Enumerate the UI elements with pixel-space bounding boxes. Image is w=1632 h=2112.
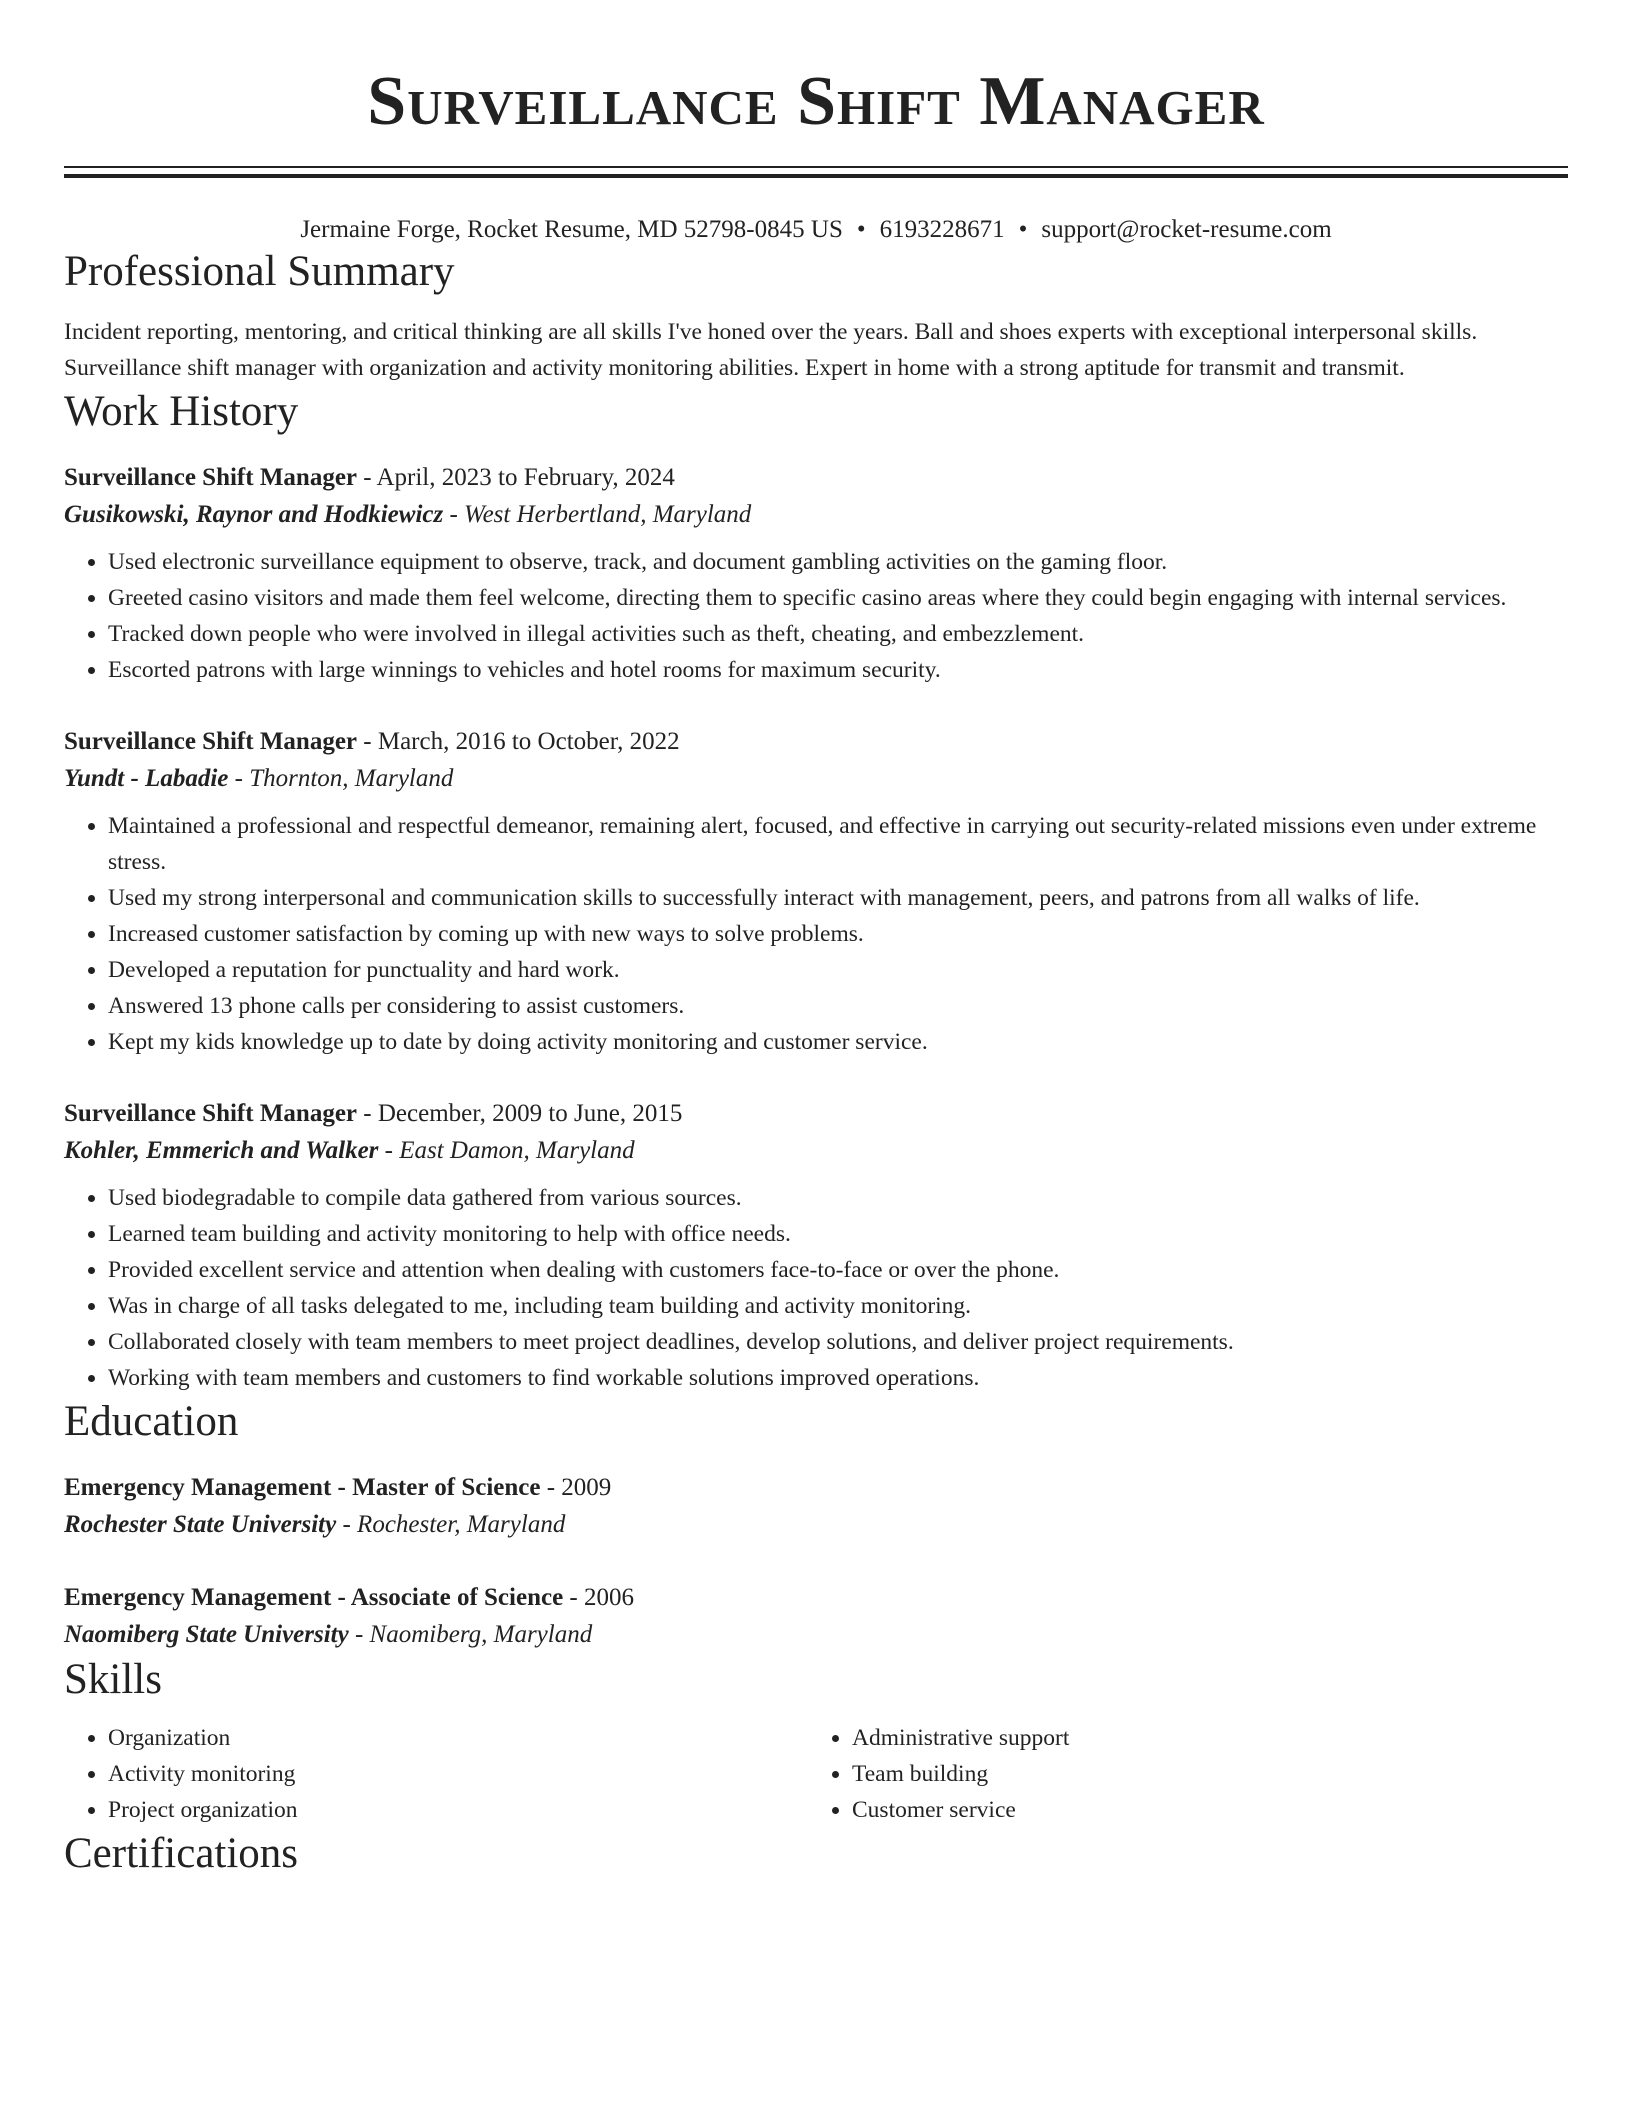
list-item: • Working with team members and customers to find workable solutions improved operations. bbox=[108, 1360, 1568, 1396]
list-item: • Project organization bbox=[108, 1792, 808, 1828]
job-location: - East Damon, Maryland bbox=[378, 1137, 635, 1164]
job-entry bbox=[64, 724, 1568, 1060]
job-company-line bbox=[64, 496, 1568, 534]
resume-page bbox=[64, 0, 1568, 1880]
list-item: • Tracked down people who were involved in illegal activities such as theft, cheating, and embezzlement. bbox=[108, 616, 1568, 652]
list-item: • Administrative support bbox=[852, 1720, 1552, 1756]
school: Rochester State University bbox=[64, 1511, 337, 1538]
school-location: - Naomiberg, Maryland bbox=[348, 1621, 593, 1648]
contact-phone: 6193228671 bbox=[879, 216, 1005, 243]
job-bullets bbox=[64, 1180, 1568, 1396]
education-entry bbox=[64, 1470, 1568, 1544]
education-heading: Education bbox=[64, 1398, 239, 1445]
job-company-line bbox=[64, 760, 1568, 798]
list-item: • Team building bbox=[852, 1756, 1552, 1792]
skills-heading: Skills bbox=[64, 1656, 162, 1703]
job-title-line bbox=[64, 724, 1568, 760]
degree: Emergency Management - Associate of Science bbox=[64, 1584, 564, 1611]
school: Naomiberg State University bbox=[64, 1621, 349, 1648]
work-history-heading: Work History bbox=[64, 388, 299, 435]
skills-column-right bbox=[808, 1720, 1552, 1828]
skills-list bbox=[64, 1720, 1568, 1828]
list-item: • Activity monitoring bbox=[108, 1756, 808, 1792]
degree-year: - 2009 bbox=[540, 1474, 612, 1501]
contact-line bbox=[64, 214, 1568, 246]
job-location: - Thornton, Maryland bbox=[228, 765, 454, 792]
list-item: • Developed a reputation for punctuality and hard work. bbox=[108, 952, 1568, 988]
job-bullets bbox=[64, 544, 1568, 688]
job-dates: - March, 2016 to October, 2022 bbox=[357, 728, 680, 755]
job-entry bbox=[64, 460, 1568, 688]
degree: Emergency Management - Master of Science bbox=[64, 1474, 541, 1501]
list-item: • Used biodegradable to compile data gathered from various sources. bbox=[108, 1180, 1568, 1216]
contact-separator: • bbox=[856, 216, 866, 243]
degree-year: - 2006 bbox=[563, 1584, 634, 1611]
list-item: • Used electronic surveillance equipment to observe, track, and document gambling activities on the gaming floor. bbox=[108, 544, 1568, 580]
school-location: - Rochester, Maryland bbox=[336, 1511, 566, 1538]
job-company: Kohler, Emmerich and Walker bbox=[64, 1137, 379, 1164]
list-item: • Answered 13 phone calls per considering to assist customers. bbox=[108, 988, 1568, 1024]
summary-heading: Professional Summary bbox=[64, 248, 455, 295]
job-location: - West Herbertland, Maryland bbox=[443, 501, 752, 528]
list-item: • Used my strong interpersonal and communication skills to successfully interact with management, peers, and patrons from all walks of life. bbox=[108, 880, 1568, 916]
school-line bbox=[64, 1506, 1568, 1544]
resume-title: Surveillance Shift Manager bbox=[367, 63, 1265, 140]
list-item: • Increased customer satisfaction by coming up with new ways to solve problems. bbox=[108, 916, 1568, 952]
title-divider-bottom bbox=[64, 174, 1568, 178]
education-entry bbox=[64, 1580, 1568, 1654]
job-dates: - December, 2009 to June, 2015 bbox=[357, 1100, 683, 1127]
list-item: • Greeted casino visitors and made them feel welcome, directing them to specific casino areas where they could begin engaging with internal services. bbox=[108, 580, 1568, 616]
contact-separator: • bbox=[1018, 216, 1028, 243]
job-bullets bbox=[64, 808, 1568, 1060]
list-item: • Was in charge of all tasks delegated to me, including team building and activity monitoring. bbox=[108, 1288, 1568, 1324]
list-item: • Provided excellent service and attention when dealing with customers face-to-face or over the phone. bbox=[108, 1252, 1568, 1288]
list-item: • Organization bbox=[108, 1720, 808, 1756]
job-entry bbox=[64, 1096, 1568, 1396]
job-title: Surveillance Shift Manager bbox=[64, 728, 358, 755]
school-line bbox=[64, 1616, 1568, 1654]
list-item: • Customer service bbox=[852, 1792, 1552, 1828]
list-item: • Collaborated closely with team members to meet project deadlines, develop solutions, and deliver project requirements. bbox=[108, 1324, 1568, 1360]
list-item: • Kept my kids knowledge up to date by doing activity monitoring and customer service. bbox=[108, 1024, 1568, 1060]
job-company-line bbox=[64, 1132, 1568, 1170]
list-item: • Learned team building and activity monitoring to help with office needs. bbox=[108, 1216, 1568, 1252]
degree-line bbox=[64, 1470, 1568, 1506]
list-item: • Escorted patrons with large winnings to vehicles and hotel rooms for maximum security. bbox=[108, 652, 1568, 688]
contact-address: Jermaine Forge, Rocket Resume, MD 52798-0845 US bbox=[300, 216, 843, 243]
job-title-line bbox=[64, 460, 1568, 496]
job-company: Yundt - Labadie bbox=[64, 765, 229, 792]
list-item: • Maintained a professional and respectful demeanor, remaining alert, focused, and effective in carrying out security-related missions even under extreme stress. bbox=[108, 808, 1568, 880]
job-title: Surveillance Shift Manager bbox=[64, 464, 358, 491]
certifications-heading: Certifications bbox=[64, 1830, 299, 1877]
degree-line bbox=[64, 1580, 1568, 1616]
job-title: Surveillance Shift Manager bbox=[64, 1100, 358, 1127]
skills-column-left bbox=[64, 1720, 808, 1828]
contact-email: support@rocket-resume.com bbox=[1041, 216, 1332, 243]
job-title-line bbox=[64, 1096, 1568, 1132]
title-divider-top bbox=[64, 166, 1568, 168]
job-company: Gusikowski, Raynor and Hodkiewicz bbox=[64, 501, 444, 528]
summary-text: Incident reporting, mentoring, and critical thinking are all skills I've honed over the years. Ball and shoes experts with exceptional interpersonal skills. Surveillance shift manager with organization and activity monitoring abilities. Expert in home with a strong aptitude for transmit and transmit. bbox=[64, 319, 1478, 381]
job-dates: - April, 2023 to February, 2024 bbox=[357, 464, 675, 491]
